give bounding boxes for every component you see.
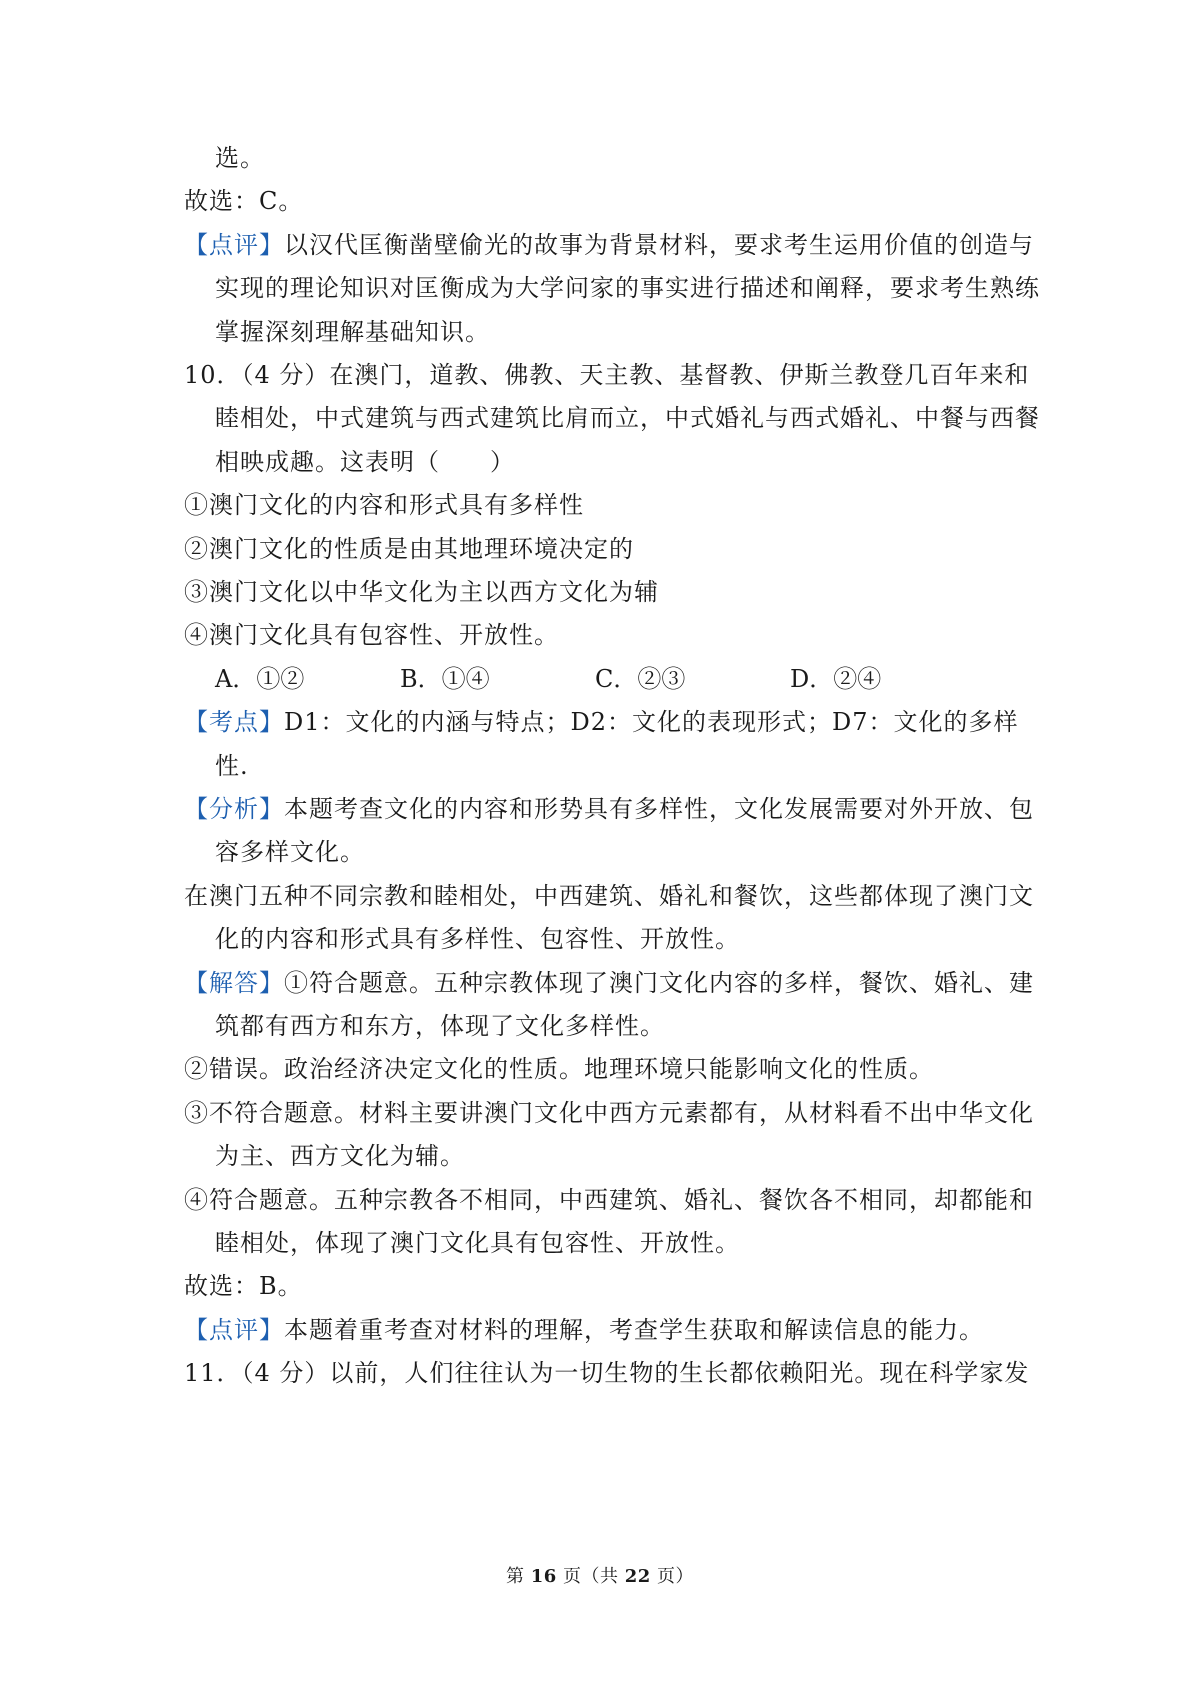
line-text: ③澳门文化以中华文化为主以西方文化为辅	[184, 578, 659, 606]
line-text: 性.	[215, 752, 249, 780]
line-text: 11．（4 分）以前，人们往往认为一切生物的生长都依赖阳光。现在科学家发	[184, 1359, 1030, 1387]
text-line	[184, 186, 303, 216]
line-text: 本题着重考查对材料的理解，考查学生获取和解读信息的能力。	[284, 1316, 984, 1344]
footer-suffix: 页）	[657, 1566, 695, 1587]
footer-middle: 页（共	[563, 1566, 619, 1587]
text-line	[215, 837, 365, 867]
line-text: ①符合题意。五种宗教体现了澳门文化内容的多样，餐饮、婚礼、建	[284, 969, 1034, 997]
text-line	[215, 403, 1040, 433]
section-tag: 【点评】	[184, 1316, 284, 1344]
text-line	[184, 230, 1034, 260]
line-text: ②错误。政治经济决定文化的性质。地理环境只能影响文化的性质。	[184, 1055, 934, 1083]
line-text: 为主、西方文化为辅。	[215, 1142, 465, 1170]
line-text: 筑都有西方和东方，体现了文化多样性。	[215, 1012, 665, 1040]
text-line	[215, 317, 490, 347]
text-line	[184, 968, 1034, 998]
footer-page-number: 16	[530, 1566, 557, 1587]
text-line	[215, 751, 249, 781]
text-line	[215, 447, 515, 477]
text-line	[184, 1098, 1034, 1128]
text-line	[215, 1228, 740, 1258]
text-line	[215, 1011, 665, 1041]
answer-option: C．②③	[595, 665, 686, 693]
text-line	[215, 924, 740, 954]
line-text: ③不符合题意。材料主要讲澳门文化中西方元素都有，从材料看不出中华文化	[184, 1099, 1034, 1127]
line-text: 选。	[215, 144, 265, 172]
line-text: ④符合题意。五种宗教各不相同，中西建筑、婚礼、餐饮各不相同，却都能和	[184, 1186, 1034, 1214]
line-text: 本题考查文化的内容和形势具有多样性，文化发展需要对外开放、包	[284, 795, 1034, 823]
answer-option: A．①②	[215, 665, 305, 693]
section-tag: 【点评】	[184, 231, 284, 259]
text-line	[184, 1054, 934, 1084]
footer-prefix: 第	[505, 1566, 525, 1587]
text-line	[184, 360, 1029, 390]
answer-option: B．①④	[400, 665, 490, 693]
text-line	[184, 577, 659, 607]
line-text: 故选：C。	[184, 187, 304, 215]
line-text: ④澳门文化具有包容性、开放性。	[184, 621, 559, 649]
text-line	[184, 1315, 984, 1345]
line-text: 实现的理论知识对匡衡成为大学问家的事实进行描述和阐释，要求考生熟练	[215, 274, 1040, 302]
line-text: D1：文化的内涵与特点；D2：文化的表现形式；D7：文化的多样	[284, 708, 1019, 736]
line-text: 故选：B。	[184, 1272, 303, 1300]
line-text: 相映成趣。这表明（ ）	[215, 448, 515, 476]
text-line	[184, 1185, 1034, 1215]
page-footer	[0, 1562, 1200, 1588]
line-text: 容多样文化。	[215, 838, 365, 866]
line-text: 在澳门五种不同宗教和睦相处，中西建筑、婚礼和餐饮，这些都体现了澳门文	[184, 882, 1034, 910]
answer-options	[0, 664, 1200, 694]
line-text: ①澳门文化的内容和形式具有多样性	[184, 491, 584, 519]
section-tag: 【考点】	[184, 708, 284, 736]
line-text: ②澳门文化的性质是由其地理环境决定的	[184, 535, 634, 563]
text-line	[215, 273, 1040, 303]
text-line	[184, 620, 559, 650]
text-line	[184, 1271, 303, 1301]
answer-option: D．②④	[790, 665, 882, 693]
text-line	[215, 1141, 465, 1171]
line-text: 睦相处，体现了澳门文化具有包容性、开放性。	[215, 1229, 740, 1257]
line-text: 10．（4 分）在澳门，道教、佛教、天主教、基督教、伊斯兰教登几百年来和	[184, 361, 1030, 389]
line-text: 化的内容和形式具有多样性、包容性、开放性。	[215, 925, 740, 953]
text-line	[184, 534, 634, 564]
text-line	[184, 707, 1019, 737]
section-tag: 【解答】	[184, 969, 284, 997]
text-line	[184, 490, 584, 520]
text-line	[184, 794, 1034, 824]
text-line	[215, 143, 265, 173]
text-line	[184, 881, 1034, 911]
line-text: 睦相处，中式建筑与西式建筑比肩而立，中式婚礼与西式婚礼、中餐与西餐	[215, 404, 1040, 432]
line-text: 掌握深刻理解基础知识。	[215, 318, 490, 346]
footer-total-pages: 22	[624, 1566, 651, 1587]
section-tag: 【分析】	[184, 795, 284, 823]
text-line	[184, 1358, 1029, 1388]
line-text: 以汉代匡衡凿壁偷光的故事为背景材料，要求考生运用价值的创造与	[284, 231, 1034, 259]
